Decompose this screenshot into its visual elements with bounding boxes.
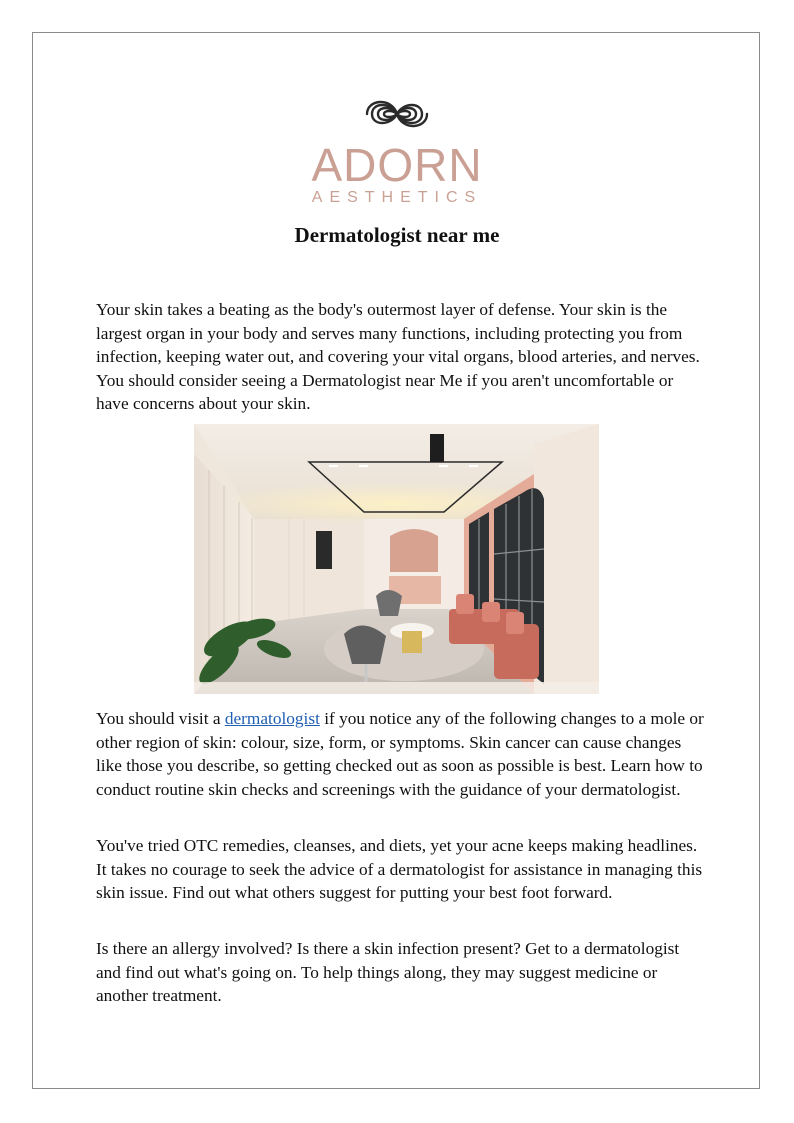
brand-name: ADORN — [311, 139, 483, 191]
dermatologist-link[interactable]: dermatologist — [224, 709, 320, 728]
clinic-interior-photo — [194, 424, 599, 694]
infinity-logo-icon — [364, 94, 430, 134]
p2-text-after: if you notice any of the following changes to a mole or other region of skin: colour, size, form, or symptoms. Skin cancer can cause changes like those you describe, so getting checked out as soon as possible is best. Learn how to conduct routine skin checks and screenings with the guidance of your dermatologist. — [96, 709, 704, 799]
brand-logo — [300, 94, 494, 212]
p2-text-before: You should visit a — [96, 709, 225, 728]
acne-paragraph: You've tried OTC remedies, cleanses, and diets, yet your acne keeps making headlines. It takes no courage to seek the advice of a dermatologist for assistance in managing this skin issue. Find out what others suggest for putting your best foot forward. — [96, 836, 703, 902]
brand-tagline: AESTHETICS — [311, 189, 483, 206]
intro-paragraph: Your skin takes a beating as the body's outermost layer of defense. Your skin is the largest organ in your body and serves many functions, including protecting you from infection, keeping water out, and covering your vital organs, blood arteries, and nerves. You should consider seeing a Dermatologist near Me if you aren't uncomfortable or have concerns about your skin. — [96, 300, 700, 413]
allergy-paragraph: Is there an allergy involved? Is there a skin infection present? Get to a dermatologist and find out what's going on. To help things along, they may suggest medicine or another treatment. — [96, 939, 680, 1005]
when-to-visit-paragraph — [96, 707, 706, 801]
page-title: Dermatologist near me — [294, 223, 500, 247]
